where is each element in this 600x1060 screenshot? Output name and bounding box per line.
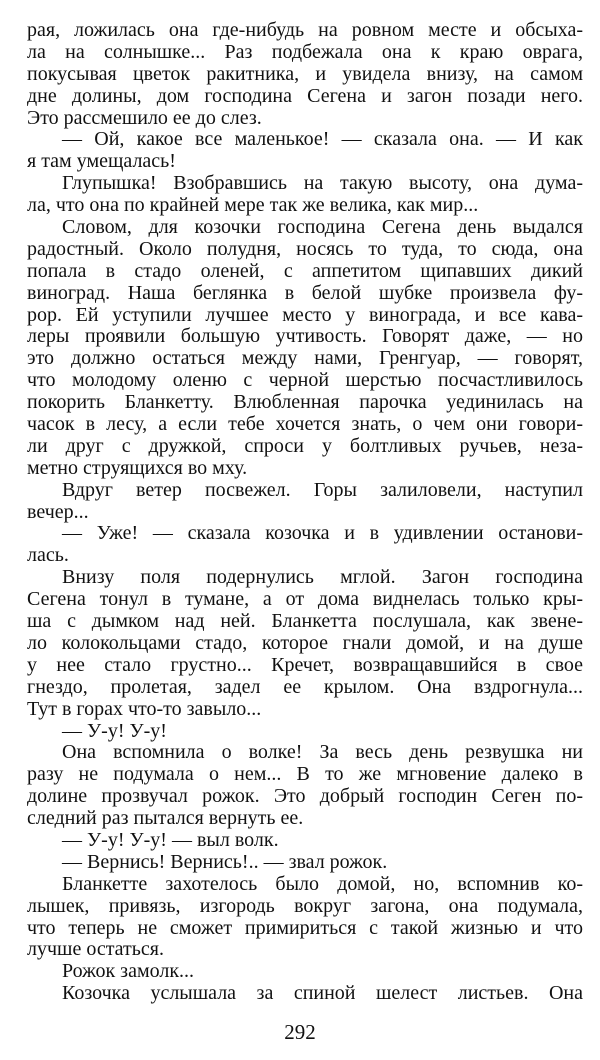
text-line: Словом, для козочки господина Сегена день выдался (62, 216, 583, 239)
text-line: рор. Ей уступили лучшее место у винограда, и все кава- (27, 303, 583, 326)
text-line: виноград. Наша беглянка в белой шубке произвела фу- (27, 281, 583, 304)
text-line: Бланкетте захотелось было домой, но, вспомнив ко- (62, 872, 583, 895)
text-line: покорить Бланкетту. Влюбленная парочка уединилась на (27, 391, 583, 414)
text-line: долине прозвучал рожок. Это добрый господин Сеген по- (27, 785, 583, 808)
text-line: рая, ложилась она где-нибудь на ровном месте и обсыха- (27, 19, 583, 41)
text-line: ла на солнышке... Раз подбежала она к краю оврага, (27, 40, 583, 63)
text-line: дне долины, дом господина Сегена и загон позади него. (27, 84, 583, 107)
text-line: вечер... (27, 500, 89, 523)
text-line: покусывая цветок ракитника, и увидела внизу, на самом (27, 62, 583, 85)
text-line: — Вернись! Вернись!.. — звал рожок. (62, 850, 388, 873)
text-line: Сегена тонул в тумане, а от дома виднелась только кры- (27, 588, 583, 611)
page-number: 292 (284, 1020, 316, 1044)
text-line: леры проявили большую учтивость. Говорят даже, — но (27, 325, 583, 348)
text-line: Тут в горах что-то завыло... (27, 697, 262, 720)
text-line: у нее стало грустно... Кречет, возвращавшийся в свое (27, 653, 583, 676)
text-line: гнездо, пролетая, задел ее крылом. Она вздрогнула... (27, 675, 583, 698)
book-page-text (27, 20, 583, 1005)
text-line: — Уже! — сказала козочка и в удивлении останови- (62, 522, 583, 545)
text-line: ша с дымком над ней. Бланкетта послушала, как звене- (27, 610, 583, 633)
text-line: лась. (27, 544, 69, 567)
text-line: часок в лесу, а если тебе хочется знать, о чем они говори- (27, 413, 583, 436)
text-line: Рожок замолк... (62, 960, 195, 983)
text-line: — У-у! У-у! — выл волк. (62, 828, 279, 851)
text-line: я там умещалась! (27, 150, 176, 173)
text-line: радостный. Около полудня, носясь то туда, то сюда, она (27, 237, 583, 260)
text-line: попала в стадо оленей, с аппетитом щипавших дикий (27, 259, 583, 282)
text-line: Это рассмешило ее до слез. (27, 106, 262, 129)
text-line: ли друг с дружкой, спроси у болтливых ручьев, неза- (27, 434, 583, 457)
text-line: это должно остаться между нами, Гренгуар, — говорят, (27, 347, 583, 370)
text-line: — Ой, какое все маленькое! — сказала она. — И как (62, 128, 583, 151)
text-line: следний раз пытался вернуть ее. (27, 807, 304, 830)
text-line: что молодому оленю с черной шерстью посчастливилось (27, 369, 583, 392)
text-line: — У-у! У-у! (62, 719, 167, 742)
text-line: Козочка услышала за спиной шелест листьев. Она (62, 982, 583, 1005)
text-line: Глупышка! Взобравшись на такую высоту, она дума- (62, 172, 583, 195)
text-line: лышек, привязь, изгородь вокруг загона, она подумала, (27, 894, 583, 917)
text-line: ла, что она по крайней мере так же велика, как мир... (27, 194, 479, 217)
text-line: лучше остаться. (27, 938, 164, 961)
text-line: разу не подумала о нем... В то же мгновение далеко в (27, 763, 583, 786)
text-line: Она вспомнила о волке! За весь день резвушка ни (62, 741, 583, 764)
text-line: ло колокольцами стадо, которое гнали домой, и на душе (27, 631, 583, 654)
text-line: Вдруг ветер посвежел. Горы залиловели, наступил (62, 478, 583, 501)
text-line: что теперь не сможет примириться с такой жизнью и что (27, 916, 583, 939)
text-line: метно струящихся во мху. (27, 456, 248, 479)
text-line: Внизу поля подернулись мглой. Загон господина (62, 566, 583, 589)
